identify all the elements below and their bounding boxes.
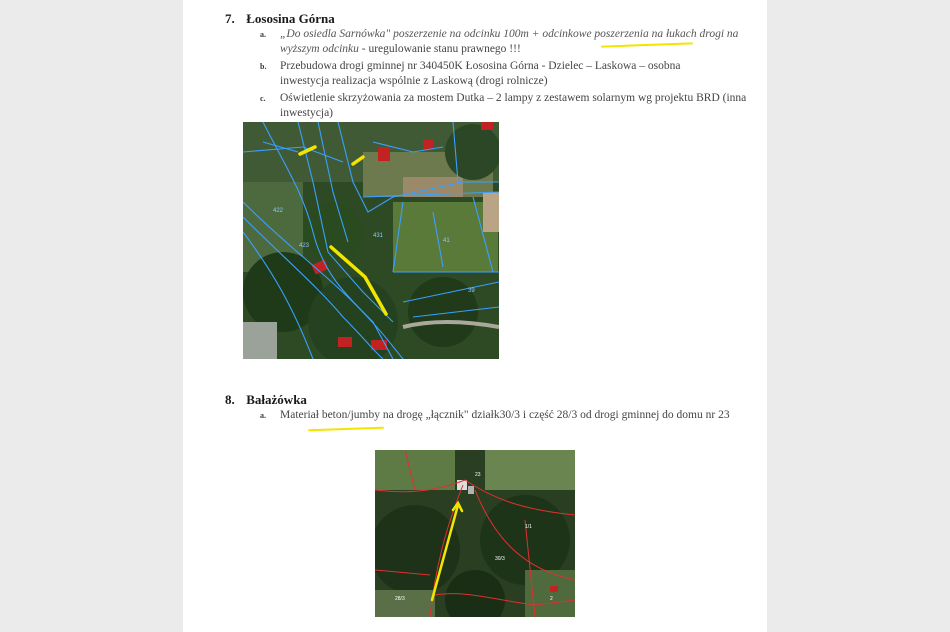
item-c-text: Oświetlenie skrzyżowania za mostem Dutka – 2 lampy z zestawem solarnym wg projektu BRD (inna inwestycja) [280,92,747,119]
map-image-losina-gorna [243,122,499,359]
parcel-label: 41 [443,238,450,244]
parcel-label: 39 [468,288,475,294]
item-marker: b. [260,62,267,71]
parcel-label: 2 [550,596,553,602]
item-a-italic-text: „Do osiedla Sarnówka" poszerzenie na odcinku 100m + odcinkowe poszerzenia na łukach drogi na wyższym odcinku [280,28,739,55]
parcel-label: 23 [475,472,481,478]
section-7-heading [225,11,335,27]
parcel-label: 431 [373,233,384,239]
item-marker: a. [260,411,266,420]
section-7-title: Łososina Górna [246,11,335,26]
section-8-heading [225,392,307,408]
section-8-title: Bałażówka [246,392,307,407]
section-7-item-c [260,91,750,121]
document-page [183,0,767,632]
highlight-underline [308,427,384,432]
item-b-text: Przebudowa drogi gminnej nr 340450K Łososina Górna - Dzielec – Laskowa – osobna inwestycja realizacja wspólnie z Laskową (drogi rolnicze) [280,60,681,87]
item-a-text: Materiał beton/jumby na drogę „łącznik" działk30/3 i część 28/3 od drogi gminnej do domu nr 23 [280,409,730,421]
item-marker: a. [260,30,266,39]
item-a-text: - uregulowanie stanu prawnego !!! [358,43,521,55]
parcel-label: 28/3 [395,596,405,602]
item-marker: c. [260,94,266,103]
parcel-label: 30/3 [495,556,505,562]
map-2-satellite [375,450,575,617]
section-7-number: 7. [225,11,235,26]
map-image-balazowka [375,450,575,617]
parcel-label: 1/1 [525,524,532,530]
parcel-label: 422 [273,208,284,214]
section-8-item-a [260,408,750,423]
parcel-label: 423 [299,243,310,249]
map-1-satellite [243,122,499,359]
section-8-number: 8. [225,392,235,407]
section-7-item-b [260,59,710,89]
